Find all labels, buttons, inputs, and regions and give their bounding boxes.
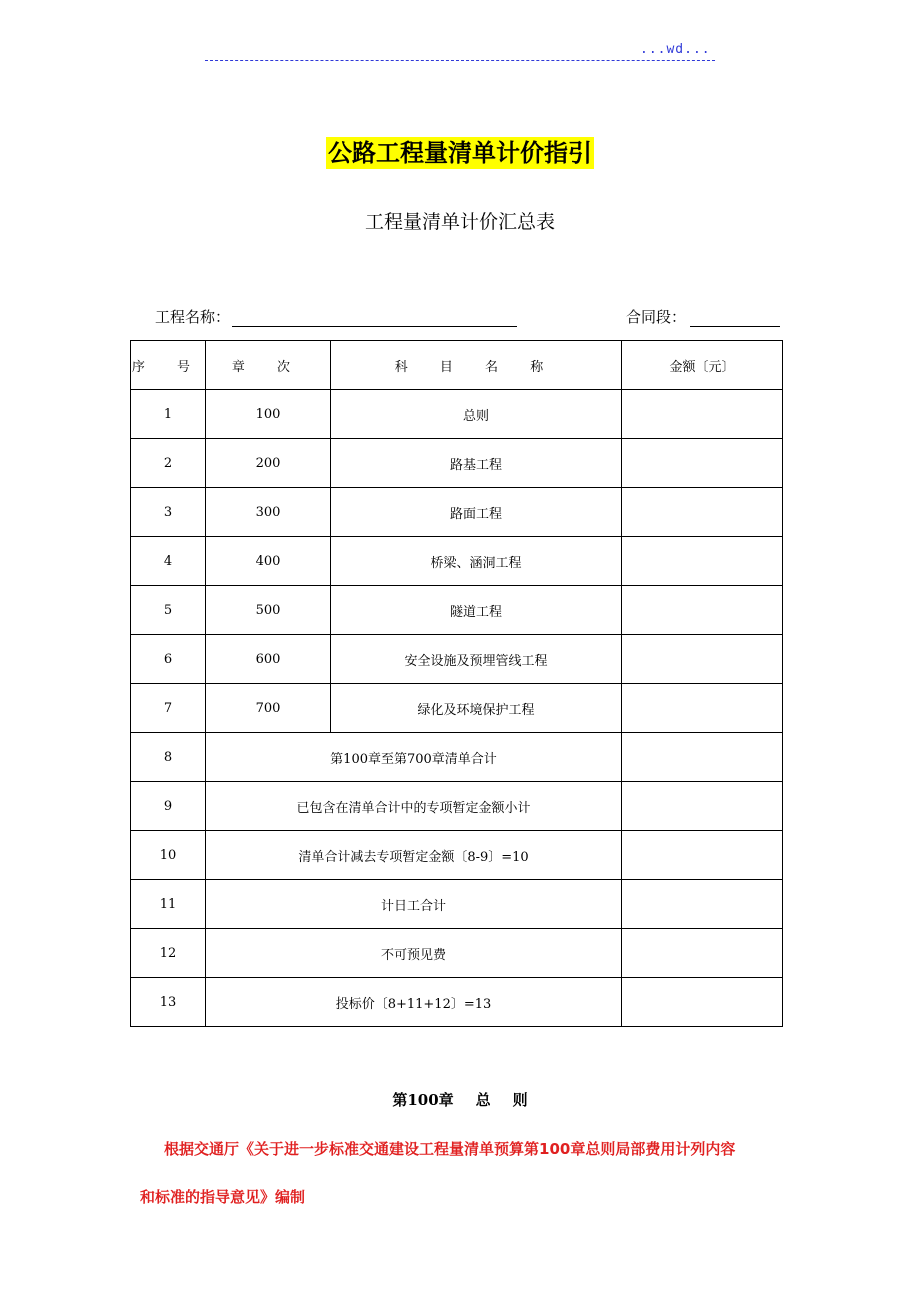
red-note-line-1: 根据交通厅《关于进一步标准交通建设工程量清单预算第100章总则局部费用计列内容 [164, 1140, 736, 1158]
row-chapter: 100 [206, 390, 331, 439]
row-description: 投标价〔8+11+12〕=13 [206, 978, 622, 1027]
row-subject: 桥梁、涵洞工程 [331, 537, 622, 586]
row-seq: 3 [131, 488, 206, 537]
header-chapter: 章 次 [206, 341, 331, 390]
header-amount: 金额〔元〕 [622, 341, 783, 390]
row-seq: 11 [131, 880, 206, 929]
row-amount[interactable] [622, 586, 783, 635]
row-amount[interactable] [622, 390, 783, 439]
row-seq: 2 [131, 439, 206, 488]
header-subject: 科 目 名 称 [331, 341, 622, 390]
row-seq: 12 [131, 929, 206, 978]
chapter-heading [0, 1089, 920, 1110]
chapter-word-2: 则 [512, 1091, 528, 1109]
contract-section-label: 合同段： [626, 308, 687, 326]
chapter-word-1: 总 [475, 1091, 491, 1109]
row-amount[interactable] [622, 782, 783, 831]
summary-row [131, 880, 783, 929]
row-seq: 5 [131, 586, 206, 635]
row-seq: 9 [131, 782, 206, 831]
row-chapter: 400 [206, 537, 331, 586]
header-dashed-rule [205, 60, 715, 61]
row-amount[interactable] [622, 831, 783, 880]
table-row [131, 439, 783, 488]
row-description: 清单合计减去专项暂定金额〔8-9〕=10 [206, 831, 622, 880]
main-title: 公路工程量清单计价指引 [328, 139, 592, 167]
table-row [131, 537, 783, 586]
summary-row [131, 782, 783, 831]
row-amount[interactable] [622, 684, 783, 733]
row-subject: 路面工程 [331, 488, 622, 537]
row-seq: 6 [131, 635, 206, 684]
header-seq: 序 号 [131, 341, 206, 390]
row-subject: 绿化及环境保护工程 [331, 684, 622, 733]
row-amount[interactable] [622, 488, 783, 537]
row-subject: 隧道工程 [331, 586, 622, 635]
row-amount[interactable] [622, 978, 783, 1027]
row-chapter: 200 [206, 439, 331, 488]
table-row [131, 390, 783, 439]
row-chapter: 600 [206, 635, 331, 684]
row-amount[interactable] [622, 880, 783, 929]
row-subject: 总则 [331, 390, 622, 439]
row-chapter: 300 [206, 488, 331, 537]
row-description: 已包含在清单合计中的专项暂定金额小计 [206, 782, 622, 831]
row-chapter: 700 [206, 684, 331, 733]
project-name-blank [232, 310, 517, 327]
row-seq: 4 [131, 537, 206, 586]
row-description: 计日工合计 [206, 880, 622, 929]
table-row [131, 635, 783, 684]
row-amount[interactable] [622, 439, 783, 488]
row-chapter: 500 [206, 586, 331, 635]
contract-section-blank [690, 310, 780, 327]
contract-section-field [626, 306, 780, 327]
summary-row [131, 733, 783, 782]
row-seq: 7 [131, 684, 206, 733]
summary-table [130, 340, 783, 1027]
table-row [131, 488, 783, 537]
project-name-label: 工程名称： [155, 308, 231, 326]
row-subject: 安全设施及预埋管线工程 [331, 635, 622, 684]
sub-title: 工程量清单计价汇总表 [364, 211, 555, 233]
table-row [131, 684, 783, 733]
main-title-block [0, 133, 920, 168]
summary-row [131, 831, 783, 880]
header-mark: ...wd... [640, 42, 711, 57]
summary-row [131, 978, 783, 1027]
table-row [131, 586, 783, 635]
row-description: 第100章至第700章清单合计 [206, 733, 622, 782]
row-amount[interactable] [622, 929, 783, 978]
row-amount[interactable] [622, 537, 783, 586]
row-description: 不可预见费 [206, 929, 622, 978]
row-seq: 10 [131, 831, 206, 880]
row-seq: 8 [131, 733, 206, 782]
row-amount[interactable] [622, 733, 783, 782]
row-seq: 1 [131, 390, 206, 439]
row-seq: 13 [131, 978, 206, 1027]
project-name-field [155, 306, 517, 327]
row-subject: 路基工程 [331, 439, 622, 488]
table-header-row [131, 341, 783, 390]
summary-row [131, 929, 783, 978]
chapter-number: 第100章 [392, 1091, 454, 1109]
row-amount[interactable] [622, 635, 783, 684]
red-note-line-2: 和标准的指导意见》编制 [140, 1188, 306, 1206]
